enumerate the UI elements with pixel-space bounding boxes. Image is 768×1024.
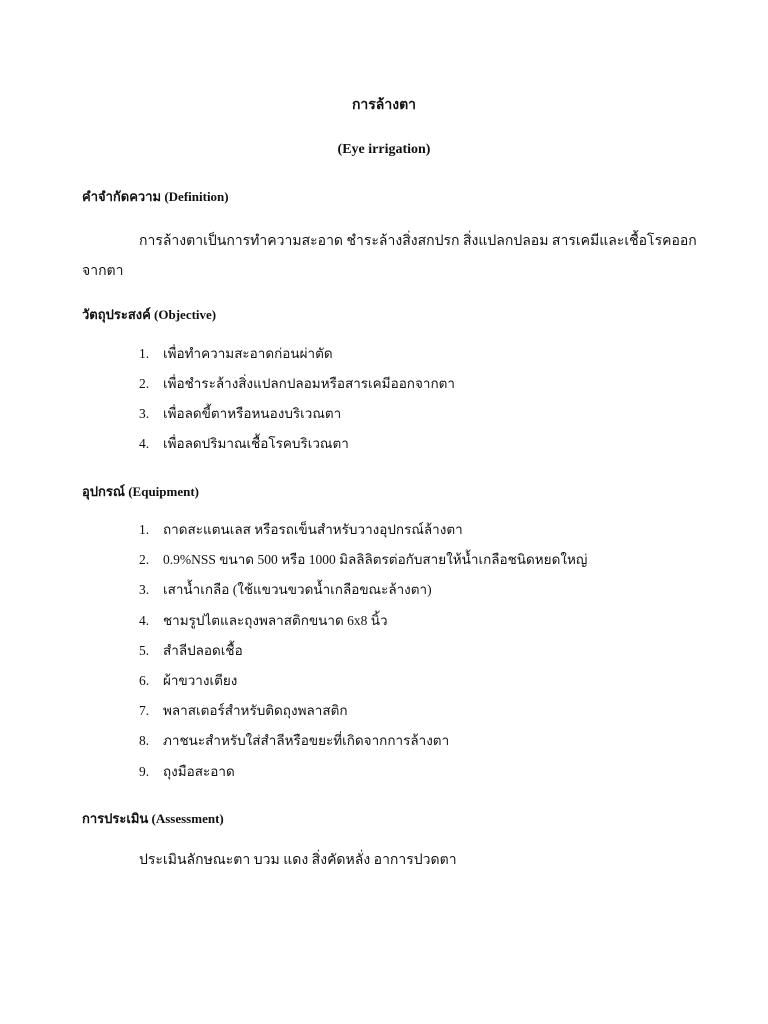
list-item-text: ภาชนะสำหรับใส่สำลีหรือขยะที่เกิดจากการล้างตา — [163, 733, 450, 749]
list-item-number: 6. — [139, 672, 150, 688]
list-item-text: ผ้าขวางเตียง — [163, 672, 238, 688]
list-item-number: 3. — [139, 582, 150, 598]
list-item — [139, 612, 587, 642]
list-item — [139, 702, 587, 732]
list-item-number: 3. — [139, 406, 150, 421]
list-item-text: เสาน้ำเกลือ (ใช้แขวนขวดน้ำเกลือขณะล้างตา) — [163, 582, 432, 598]
equipment-list — [139, 521, 587, 793]
list-item-number: 2. — [139, 376, 150, 391]
list-item — [139, 672, 587, 702]
list-item — [139, 732, 587, 762]
list-item — [139, 375, 455, 405]
list-item-number: 1. — [139, 522, 150, 537]
list-item-number: 1. — [139, 346, 150, 361]
list-item-number: 4. — [139, 612, 150, 628]
list-item-text: สำลีปลอดเชื้อ — [163, 642, 243, 658]
list-item — [139, 581, 587, 611]
list-item-text: ชามรูปไตและถุงพลาสติกขนาด 6x8 นิ้ว — [163, 612, 388, 628]
list-item-text: เพื่อทำความสะอาดก่อนผ่าตัด — [163, 346, 333, 361]
document-subtitle: (Eye irrigation) — [337, 142, 431, 157]
assessment-heading: การประเมิน (Assessment) — [82, 811, 224, 826]
list-item-text: ถาดสะแตนเลส หรือรถเข็นสำหรับวางอุปกรณ์ล้างตา — [163, 522, 463, 537]
list-item — [139, 435, 455, 465]
list-item — [139, 405, 455, 435]
definition-text-line2: จากตา — [82, 264, 124, 279]
list-item — [139, 551, 587, 581]
list-item-number: 2. — [139, 552, 150, 568]
list-item-text: พลาสเตอร์สำหรับติดถุงพลาสติก — [163, 703, 348, 719]
list-item-text: ถุงมือสะอาด — [163, 763, 235, 779]
list-item — [139, 521, 587, 551]
list-item-text: เพื่อลดขี้ตาหรือหนองบริเวณตา — [163, 406, 342, 421]
list-item — [139, 763, 587, 793]
list-item-number: 8. — [139, 733, 150, 749]
objective-list — [139, 345, 455, 465]
definition-text-line1: การล้างตาเป็นการทำความสะอาด ชำระล้างสิ่งสกปรก สิ่งแปลกปลอม สารเคมีและเชื้อโรคออก — [139, 234, 697, 249]
objective-heading: วัตถุประสงค์ (Objective) — [82, 307, 217, 322]
list-item-number: 4. — [139, 436, 150, 451]
document-title: การล้างตา — [351, 98, 417, 113]
list-item-number: 9. — [139, 763, 150, 779]
assessment-text: ประเมินลักษณะตา บวม แดง สิ่งคัดหลั่ง อาการปวดตา — [139, 853, 457, 868]
definition-heading: คำจำกัดความ (Definition) — [82, 189, 229, 204]
equipment-heading: อุปกรณ์ (Equipment) — [82, 484, 200, 499]
list-item-text: 0.9%NSS ขนาด 500 หรือ 1000 มิลลิลิตรต่อกับสายให้น้ำเกลือชนิดหยดใหญ่ — [163, 552, 588, 568]
list-item-number: 5. — [139, 642, 150, 658]
list-item — [139, 345, 455, 375]
list-item-text: เพื่อลดปริมาณเชื้อโรคบริเวณตา — [163, 436, 349, 451]
list-item-text: เพื่อชำระล้างสิ่งแปลกปลอมหรือสารเคมีออกจากตา — [163, 376, 455, 391]
list-item-number: 7. — [139, 703, 150, 719]
list-item — [139, 642, 587, 672]
